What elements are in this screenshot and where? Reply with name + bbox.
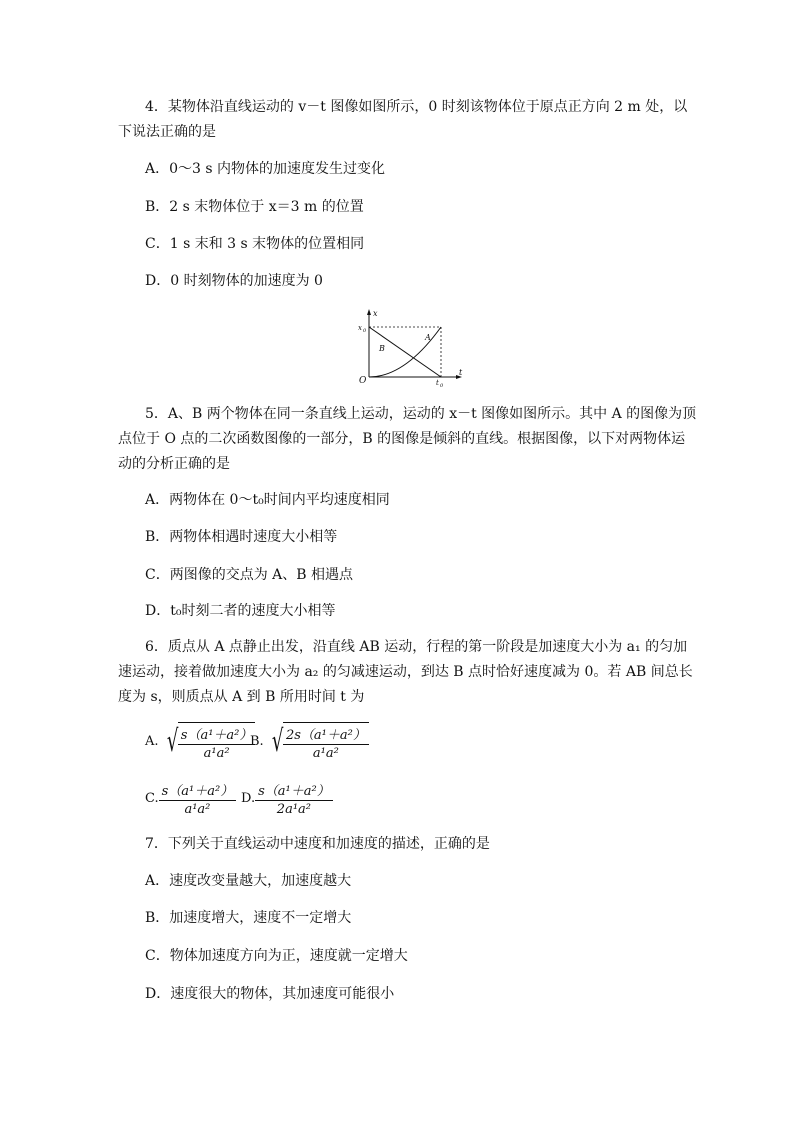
q6-option-b-fraction — [283, 724, 369, 761]
q6-option-d — [241, 780, 333, 817]
q6-stem-line2: 速运动，接着做加速度大小为 a₂ 的匀减速运动，到达 B 点时恰好速度减为 0。若 AB 间总长 — [118, 664, 693, 680]
q5-stem-line1: 5．A、B 两个物体在同一条直线上运动，运动的 x－t 图像如图所示。其中 A 的图像为顶 — [145, 406, 697, 422]
q4-option-c: C．1 s 末和 3 s 末物体的位置相同 — [145, 236, 365, 252]
radical-sign: √ — [271, 723, 284, 759]
q6-option-d-letter: D. — [241, 791, 256, 806]
x0-subscript: 0 — [363, 328, 367, 334]
q4-option-a: A．0～3 s 内物体的加速度发生过变化 — [145, 161, 386, 177]
t0-subscript: 0 — [440, 383, 444, 387]
q5-stem-line3: 动的分析正确的是 — [118, 456, 230, 472]
q4-option-d: D．0 时刻物体的加速度为 0 — [145, 273, 323, 289]
q6-option-b — [250, 722, 369, 761]
y-axis-arrow — [367, 309, 371, 315]
origin-label: O — [359, 376, 367, 386]
q7-option-b: B．加速度增大，速度不一定增大 — [145, 910, 352, 926]
q6-option-d-fraction — [255, 780, 333, 817]
q6-stem-line3: 度为 s，则质点从 A 到 B 所用时间 t 为 — [118, 689, 365, 705]
fraction-numerator: 2s（a¹＋a²） — [283, 724, 369, 745]
q6-option-c-fraction — [159, 780, 237, 817]
curve-a-label: A — [425, 333, 431, 342]
q6-option-a-sqrt — [163, 722, 256, 761]
t0-label: t — [436, 379, 439, 387]
q4-stem-line2: 下说法正确的是 — [118, 124, 216, 140]
fraction-numerator: s（a¹＋a²） — [178, 724, 256, 745]
xt-graph-figure — [355, 307, 467, 387]
fraction-denominator: a¹a² — [203, 746, 230, 761]
q6-option-c-letter: C. — [145, 791, 159, 806]
fraction-numerator: s（a¹＋a²） — [159, 780, 237, 801]
fraction-denominator: a¹a² — [184, 802, 211, 817]
radical-sign: √ — [166, 723, 178, 759]
q4-option-b: B．2 s 末物体位于 x＝3 m 的位置 — [145, 199, 364, 215]
q5-option-d: D．t₀时刻二者的速度大小相等 — [145, 603, 336, 619]
x0-label: x — [358, 324, 362, 332]
q6-option-a-fraction — [178, 724, 256, 761]
q5-option-c: C．两图像的交点为 A、B 相遇点 — [145, 567, 354, 583]
q7-option-a: A．速度改变量越大，加速度越大 — [145, 873, 352, 889]
q6-option-b-letter: B. — [250, 734, 264, 749]
y-axis-label: x — [373, 309, 378, 318]
fraction-denominator: 2a¹a² — [276, 802, 311, 817]
q5-stem-line2: 点位于 O 点的二次函数图像的一部分，B 的图像是倾斜的直线。根据图像，以下对两物体运 — [118, 431, 686, 447]
q6-option-b-sqrt — [268, 722, 369, 761]
fraction-numerator: s（a¹＋a²） — [255, 780, 333, 801]
q5-option-a: A．两物体在 0～t₀时间内平均速度相同 — [145, 492, 390, 508]
line-b-label: B — [379, 344, 385, 353]
q5-option-b: B．两物体相遇时速度大小相等 — [145, 529, 338, 545]
q6-option-c — [145, 780, 236, 817]
q7-stem-line1: 7．下列关于直线运动中速度和加速度的描述，正确的是 — [145, 836, 490, 852]
q7-option-d: D．速度很大的物体，其加速度可能很小 — [145, 986, 395, 1002]
q6-option-a-letter: A. — [145, 734, 159, 749]
q6-option-a — [145, 722, 255, 761]
fraction-denominator: a¹a² — [312, 746, 339, 761]
x-axis-label: t — [459, 368, 463, 377]
q4-stem-line1: 4．某物体沿直线运动的 v－t 图像如图所示，0 时刻该物体位于原点正方向 2 m 处，以 — [145, 99, 688, 115]
q7-option-c: C．物体加速度方向为正，速度就一定增大 — [145, 948, 408, 964]
q6-stem-line1: 6．质点从 A 点静止出发，沿直线 AB 运动，行程的第一阶段是加速度大小为 a₁ 的匀加 — [145, 639, 688, 655]
